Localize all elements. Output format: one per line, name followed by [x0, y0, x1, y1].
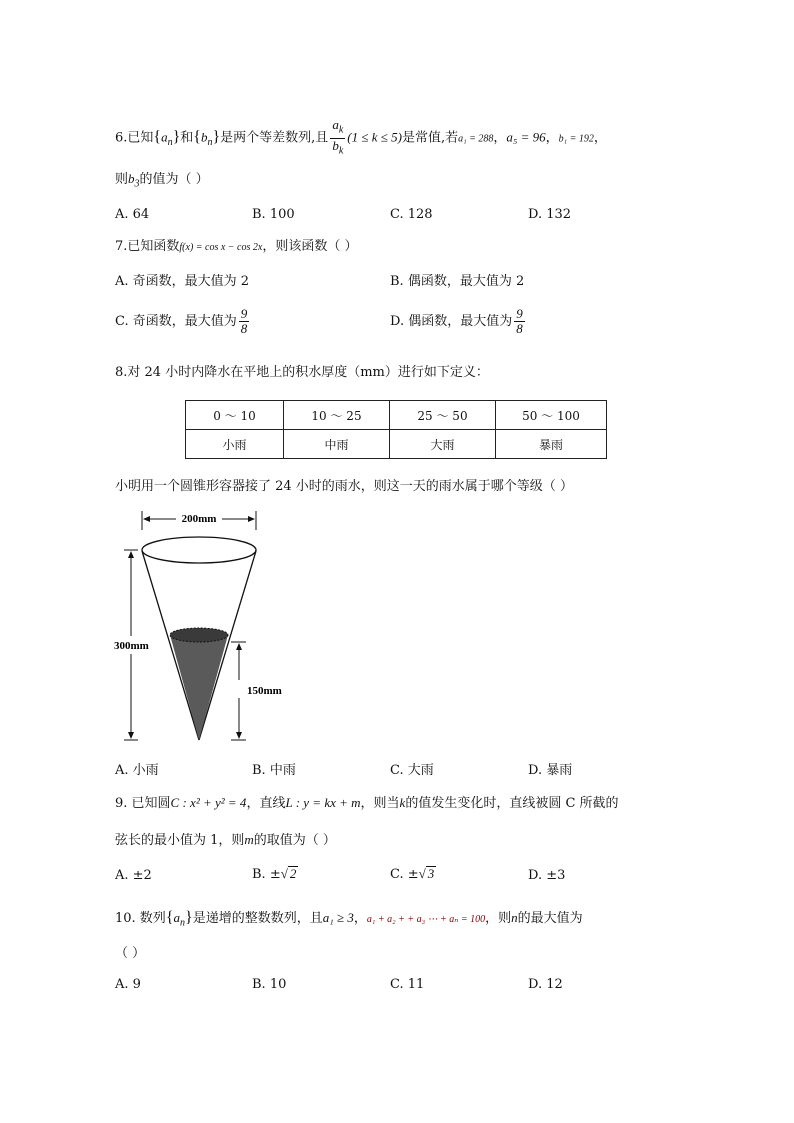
q8-question: 小明用一个圆锥形容器接了 24 小时的雨水，则这一天的雨水属于哪个等级（ ）	[115, 479, 573, 494]
q7-option-c-text: C. 奇函数，最大值为	[115, 314, 237, 329]
q6-frac-num-sub: k	[338, 124, 344, 136]
q10-suffix: ，则	[485, 911, 512, 926]
q7-prefix: 7.已知函数	[115, 239, 180, 254]
q9-option-b-radicand: 2	[289, 866, 297, 881]
q6-line2-prefix: 则	[115, 172, 129, 187]
q10-stem-line2: （ ）	[115, 946, 146, 961]
q6-frac-den: b	[332, 137, 339, 153]
table-cell: 大雨	[390, 430, 496, 459]
q9-k: k	[399, 795, 406, 810]
table-cell: 暴雨	[496, 430, 607, 459]
q8-stem: 8.对 24 小时内降水在平地上的积水厚度（mm）进行如下定义：	[115, 365, 489, 380]
q7-function: f(x) = cos x − cos 2x	[179, 242, 263, 253]
q6-option-d[interactable]: D. 132	[528, 207, 572, 222]
q6-line2-suffix: 的值为（ ）	[139, 172, 209, 187]
q6-b3-sub: 3	[134, 178, 140, 190]
rain-definition-table	[185, 400, 607, 459]
q9-stem	[115, 794, 619, 813]
q9-circle-equation: C : x² + y² = 4	[170, 795, 247, 810]
q10-sum-equation: a₁ + a₂ + + a₃ ⋯ + aₙ = 100	[366, 914, 486, 925]
q9-suffix: ，则当	[360, 796, 400, 811]
q7-c-frac-den: 8	[240, 321, 248, 336]
top-dim-arrow-left	[143, 516, 150, 522]
q6-an-sub: n	[167, 137, 173, 149]
q9-option-c-radicand: 3	[427, 866, 435, 881]
q10-an-sub: n	[180, 917, 185, 929]
q6-fraction	[330, 118, 345, 158]
q6-frac-den-sub: k	[338, 145, 344, 157]
q9-line2-suffix: 的取值为（ ）	[253, 833, 336, 848]
q7-option-d-fraction	[514, 307, 525, 336]
q10-condition: a₁ ≥ 3	[322, 910, 354, 925]
water-surface	[170, 628, 228, 642]
q6-b3: b	[128, 171, 135, 186]
q6-b1: b₁ = 192	[558, 133, 594, 145]
q6-option-b[interactable]: B. 100	[252, 207, 295, 222]
q10-option-a[interactable]: A. 9	[115, 977, 141, 992]
q8-option-d[interactable]: D. 暴雨	[528, 763, 573, 778]
q6-bn: b	[200, 129, 208, 145]
top-dim-arrow-right	[248, 516, 255, 522]
q6-range: (1 ≤ k ≤ 5)	[347, 129, 402, 145]
q6-prefix: 6.已知	[115, 130, 154, 146]
q7-option-d[interactable]	[390, 307, 527, 336]
q9-prefix: 9. 已知圆	[115, 796, 171, 811]
sqrt-icon: √	[280, 866, 288, 881]
q9-option-b[interactable]	[252, 866, 298, 882]
table-row	[186, 430, 607, 459]
q6-bn-sub: n	[207, 137, 213, 149]
q7-option-d-text: D. 偶函数，最大值为	[390, 314, 513, 329]
q6-stem-line2	[115, 170, 209, 194]
q6-a1: a₁ = 288	[458, 133, 494, 145]
table-cell: 0 ～ 10	[186, 401, 284, 430]
q10-stem: 10. 数列$\{a_n\}$是递增的整数数列，且a₁ ≥ 3，a₁ + a₂ + + a₃ ⋯ + aₙ = 100，则n的最大值为	[115, 909, 583, 929]
q6-frac-num: a	[332, 117, 339, 132]
q6-and: 和	[180, 130, 194, 146]
q7-suffix: ，则该函数（ ）	[262, 239, 358, 254]
q10-n: n	[511, 910, 518, 925]
q7-option-b[interactable]: B. 偶函数，最大值为 2	[390, 274, 525, 289]
left-dim-arrow-bottom	[128, 732, 134, 739]
q6-an: a	[161, 129, 168, 145]
left-dimension-label: 300mm	[114, 640, 149, 652]
table-cell: 50 ～ 100	[496, 401, 607, 430]
table-cell: 25 ～ 50	[390, 401, 496, 430]
q10-suffix2: 的最大值为	[517, 911, 583, 926]
q6-const: 是常值,若	[401, 130, 459, 146]
q10-mid: 是递增的整数数列，且	[192, 911, 323, 926]
q6-a5: a₅ = 96	[506, 129, 546, 145]
q6-sep-3: ，	[593, 130, 607, 146]
q7-d-frac-num: 9	[516, 306, 523, 321]
cone-diagram	[110, 508, 370, 748]
q9-line2-prefix: 弦长的最小值为 1，则	[115, 833, 245, 848]
q7-option-a[interactable]: A. 奇函数，最大值为 2	[115, 274, 250, 289]
q10-option-c[interactable]: C. 11	[390, 977, 425, 992]
q9-stem-line2	[115, 831, 336, 850]
q10-option-b[interactable]: B. 10	[252, 977, 287, 992]
table-cell: 中雨	[284, 430, 390, 459]
q10-sep: ，	[353, 911, 367, 926]
q9-option-c[interactable]	[390, 866, 436, 882]
q7-d-frac-den: 8	[516, 321, 523, 336]
q7-option-c-fraction	[239, 307, 250, 336]
table-row	[186, 401, 607, 430]
water-fill	[170, 635, 228, 740]
q9-mid: ，直线	[246, 796, 286, 811]
q7-stem	[115, 238, 357, 257]
q6-mid: 是两个等差数列,且	[220, 130, 329, 146]
q9-option-b-text: B. ±	[252, 867, 281, 882]
right-dimension-label: 150mm	[247, 685, 282, 697]
q6-sep-2: ，	[545, 130, 559, 146]
table-cell: 10 ～ 25	[284, 401, 390, 430]
q8-option-a[interactable]: A. 小雨	[115, 763, 159, 778]
top-dimension-label: 200mm	[181, 513, 217, 525]
cone-rim	[142, 537, 256, 563]
table-cell: 小雨	[186, 430, 284, 459]
q7-c-frac-num: 9	[240, 306, 248, 321]
q9-line-equation: L : y = kx + m	[285, 795, 361, 810]
q8-option-b[interactable]: B. 中雨	[252, 763, 296, 778]
right-dim-arrow-bottom	[236, 732, 242, 739]
q8-option-c[interactable]: C. 大雨	[390, 763, 434, 778]
q9-option-c-text: C. ±	[390, 867, 419, 882]
q10-option-d[interactable]: D. 12	[528, 977, 563, 992]
q9-option-a[interactable]: A. ±2	[115, 868, 152, 883]
q6-option-a[interactable]: A. 64	[115, 207, 150, 222]
q6-sep-1: ，	[493, 130, 507, 146]
left-dim-arrow-top	[128, 551, 134, 558]
q10-prefix: 10. 数列	[115, 911, 166, 926]
q7-option-c[interactable]	[115, 307, 251, 336]
sqrt-icon: √	[418, 866, 426, 881]
q6-option-c[interactable]: C. 128	[390, 207, 433, 222]
q10-an: a	[173, 910, 180, 925]
right-dim-arrow-top	[236, 643, 242, 650]
q9-m: m	[244, 832, 254, 847]
q6-stem: 6.已知$\{a_n\}$和$\{b_n\}$是两个等差数列,且 $\frac{a_k}{b_k}$ (1 ≤ k ≤ 5)是常值,若a₁ = 288，a₅ = 96，b₁ = 192，	[115, 117, 607, 157]
q9-option-d[interactable]: D. ±3	[528, 868, 566, 883]
q9-suffix2: 的值发生变化时，直线被圆 C 所截的	[405, 796, 619, 811]
